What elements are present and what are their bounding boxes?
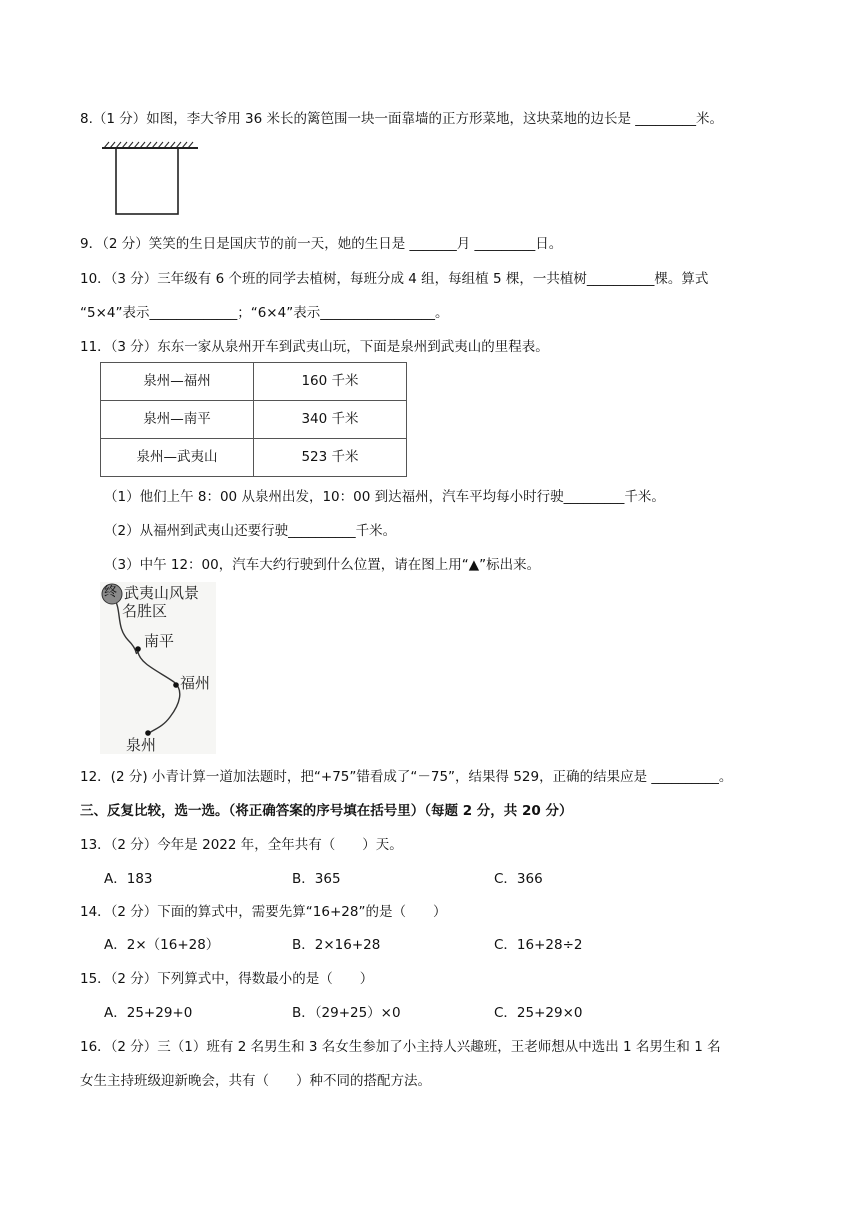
table-cell-distance: 340 千米 — [254, 401, 407, 439]
question-16-line-2: 女生主持班级迎新晚会，共有（ ）种不同的搭配方法。 — [80, 1073, 431, 1089]
table-cell-distance: 523 千米 — [254, 439, 407, 477]
question-14-option-c: C．16+28÷2 — [494, 937, 583, 953]
vegetable-plot-figure — [100, 140, 200, 218]
question-13-option-b: B．365 — [292, 871, 341, 887]
question-13-text: 13．（2 分）今年是 2022 年，全年共有（ ）天。 — [80, 837, 403, 853]
nanping-label: 南平 — [144, 632, 175, 650]
question-11-text: 11．（3 分）东东一家从泉州开车到武夷山玩，下面是泉州到武夷山的里程表。 — [80, 339, 549, 355]
wuyishan-label-2: 名胜区 — [122, 602, 168, 620]
quanzhou-dot — [145, 730, 151, 736]
question-15-option-c: C．25+29×0 — [494, 1005, 583, 1021]
question-14-option-b: B．2×16+28 — [292, 937, 381, 953]
mileage-table — [100, 362, 407, 477]
question-11-sub-1: （1）他们上午 8：00 从泉州出发，10：00 到达福州，汽车平均每小时行驶_________千米。 — [104, 489, 665, 505]
question-13-option-c: C．366 — [494, 871, 543, 887]
table-row — [101, 439, 407, 477]
question-16-line-1: 16．（2 分）三（1）班有 2 名男生和 3 名女生参加了小主持人兴趣班，王老师想从中选出 1 名男生和 1 名 — [80, 1039, 721, 1055]
fuzhou-label: 福州 — [180, 674, 211, 692]
question-11-sub-3: （3）中午 12：00，汽车大约行驶到什么位置，请在图上用“▲”标出来。 — [104, 557, 541, 573]
table-cell-distance: 160 千米 — [254, 363, 407, 401]
question-14-option-a: A．2×（16+28） — [104, 937, 220, 953]
table-cell-route: 泉州—武夷山 — [101, 439, 254, 477]
nanping-dot — [135, 646, 141, 652]
question-13-option-a: A．183 — [104, 871, 153, 887]
fuzhou-dot — [173, 682, 179, 688]
end-marker-label: 终 — [104, 585, 118, 600]
question-8-text: 8.（1 分）如图，李大爷用 36 米长的篱笆围一块一面靠墙的正方形菜地，这块菜地的边长是 _________米。 — [80, 111, 724, 127]
route-map — [100, 582, 216, 754]
table-row — [101, 401, 407, 439]
question-15-option-a: A．25+29+0 — [104, 1005, 193, 1021]
table-row — [101, 363, 407, 401]
table-cell-route: 泉州—福州 — [101, 363, 254, 401]
question-9-text: 9．（2 分）笑笑的生日是国庆节的前一天，她的生日是 _______月 _________日。 — [80, 236, 563, 252]
question-10-line-2: “5×4”表示_____________；“6×4”表示_________________。 — [80, 305, 449, 321]
question-12-text: 12．(2 分) 小青计算一道加法题时，把“+75”错看成了“－75”，结果得 529，正确的结果应是 __________。 — [80, 769, 733, 785]
table-cell-route: 泉州—南平 — [101, 401, 254, 439]
quanzhou-label: 泉州 — [126, 736, 157, 754]
question-15-text: 15．（2 分）下列算式中，得数最小的是（ ） — [80, 971, 374, 987]
question-15-option-b: B．（29+25）×0 — [292, 1005, 401, 1021]
question-14-text: 14．（2 分）下面的算式中，需要先算“16+28”的是（ ） — [80, 904, 447, 920]
question-11-sub-2: （2）从福州到武夷山还要行驶__________千米。 — [104, 523, 397, 539]
wuyishan-label-1: 武夷山风景 — [124, 584, 200, 602]
question-10-line-1: 10．（3 分）三年级有 6 个班的同学去植树，每班分成 4 组，每组植 5 棵，一共植树__________棵。算式 — [80, 271, 709, 287]
section-3-heading: 三、反复比较，选一选。（将正确答案的序号填在括号里）（每题 2 分，共 20 分） — [80, 803, 573, 819]
